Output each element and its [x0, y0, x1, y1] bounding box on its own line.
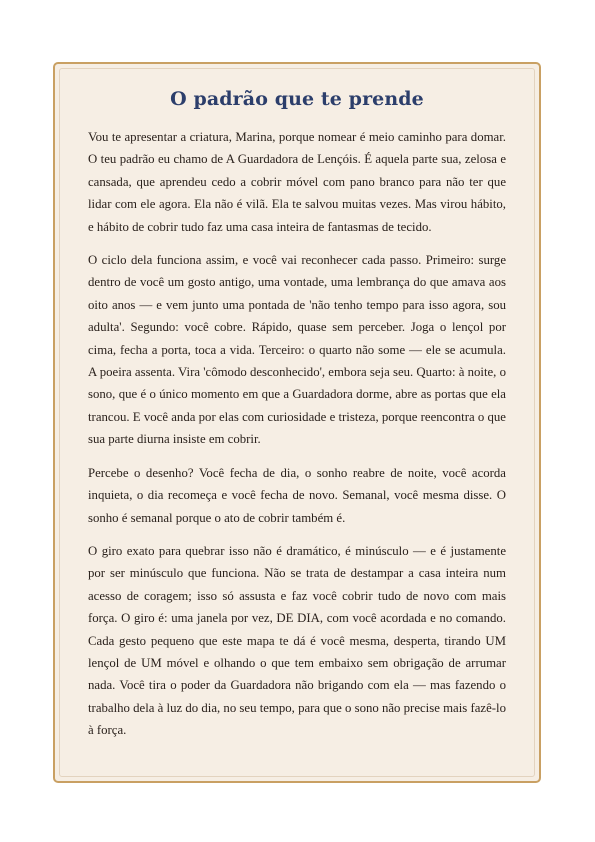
paragraph-4: O giro exato para quebrar isso não é dramático, é minúsculo — e é justamente por ser minúsculo que funciona. Não se trata de destampar a casa inteira num acesso de coragem; isso só assusta e faz você cobrir tudo de novo com mais força. O giro é: uma janela por vez, DE DIA, com você acordada e no comando. Cada gesto pequeno que este mapa te dá é você mesma, desperta, tirando UM lençol de UM móvel e olhando o que tem embaixo sem obrigação de arrumar nada. Você tira o poder da Guardadora não brigando com ela — mas fazendo o trabalho dela à luz do dia, no seu tempo, para que o sono não precise mais fazê-lo à força. [88, 543, 506, 738]
article-content [88, 86, 506, 753]
article-card [53, 62, 541, 783]
paragraph-3: Percebe o desenho? Você fecha de dia, o sonho reabre de noite, você acorda inquieta, o dia recomeça e você fecha de novo. Semanal, você mesma disse. O sonho é semanal porque o ato de cobrir também é. [88, 465, 506, 525]
paragraph-1: Vou te apresentar a criatura, Marina, porque nomear é meio caminho para domar. O teu padrão eu chamo de A Guardadora de Lençóis. É aquela parte sua, zelosa e cansada, que aprendeu cedo a cobrir móvel com pano branco para não ter que lidar com ele agora. Ela não é vilã. Ela te salvou muitas vezes. Mas virou hábito, e hábito de cobrir tudo faz uma casa inteira de fantasmas de tecido. [88, 130, 506, 234]
article-title: O padrão que te prende [170, 88, 424, 110]
paragraph-2: O ciclo dela funciona assim, e você vai reconhecer cada passo. Primeiro: surge dentro de você um gosto antigo, uma vontade, uma lembrança do que amava aos oito anos — e vem junto uma pontada de 'não tenho tempo para isso agora, sou adulta'. Segundo: você cobre. Rápido, quase sem perceber. Joga o lençol por cima, fecha a porta, toca a vida. Terceiro: o quarto não some — ele se acumula. A poeira assenta. Vira 'cômodo desconhecido', embora seja seu. Quarto: à noite, o sono, que é o único momento em que a Guardadora dorme, abre as portas que ela trancou. E você anda por elas com curiosidade e tristeza, porque reencontra o que sua parte diurna insiste em cobrir. [88, 253, 506, 447]
